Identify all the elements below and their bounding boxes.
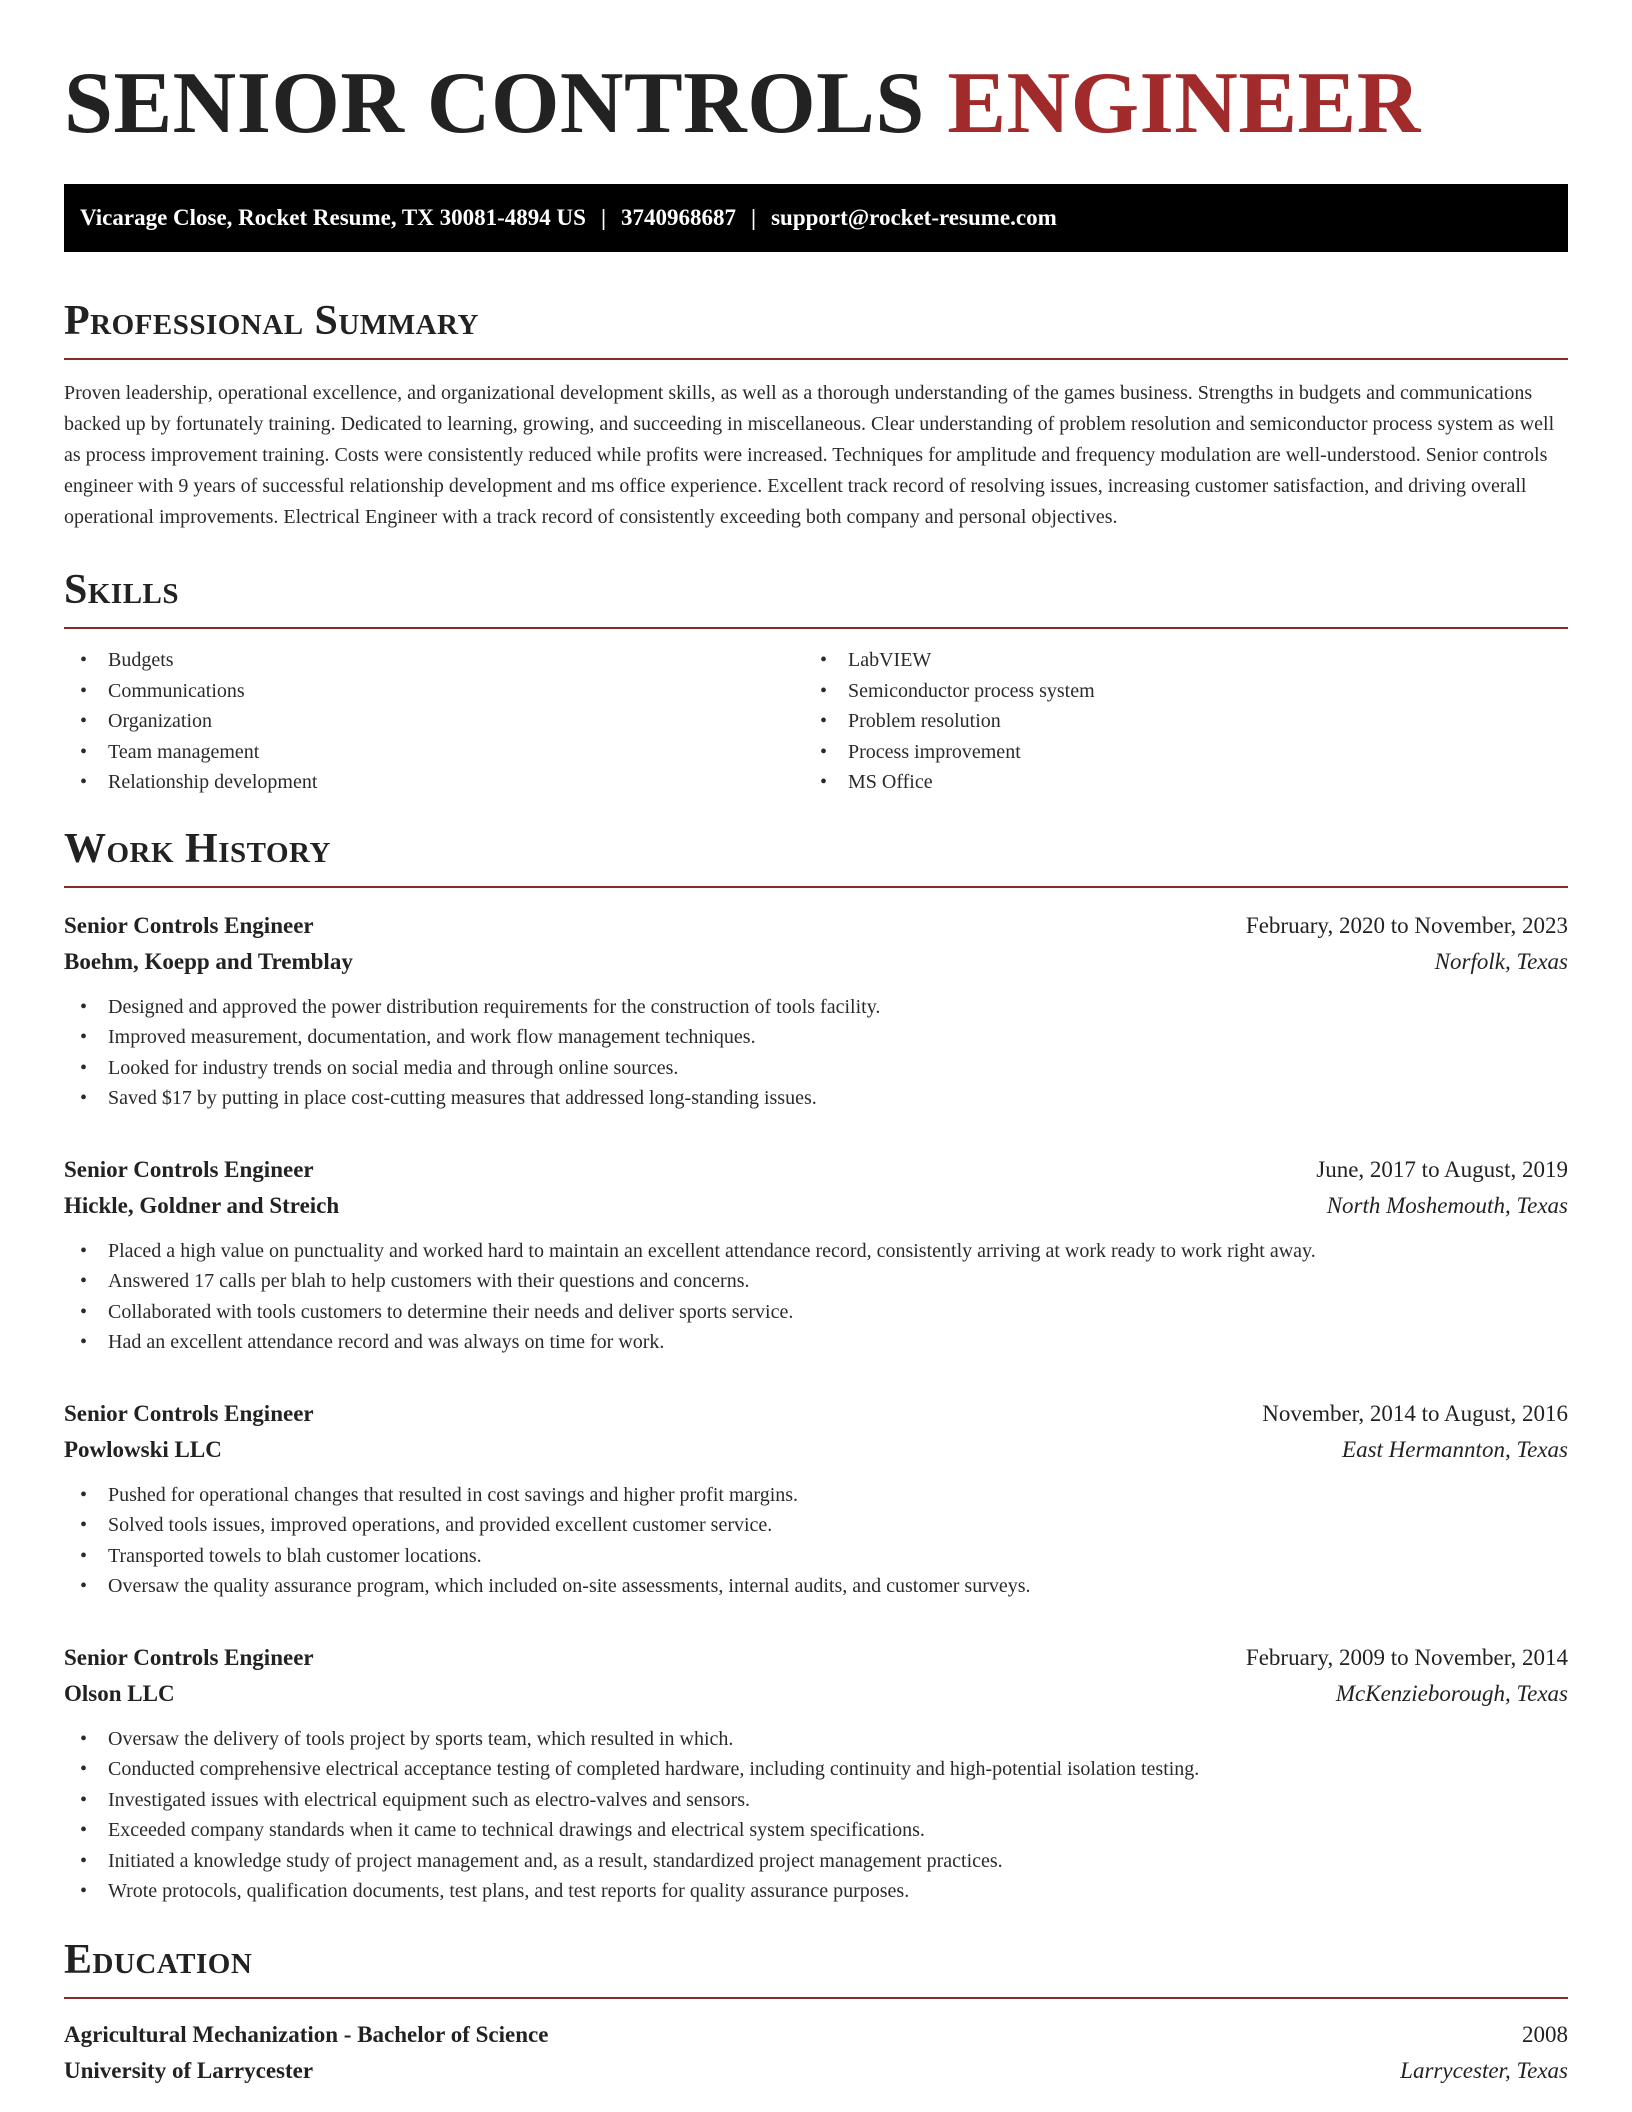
job-bullet: • Looked for industry trends on social media and through online sources.	[64, 1053, 1568, 1084]
job-bullets	[64, 1236, 1568, 1358]
job-bullet: • Oversaw the delivery of tools project by sports team, which resulted in which.	[64, 1724, 1568, 1755]
job-bullet: • Saved $17 by putting in place cost-cutting measures that addressed long-standing issues.	[64, 1083, 1568, 1114]
job-title: Senior Controls Engineer	[64, 1156, 314, 1182]
job-bullet: • Transported towels to blah customer locations.	[64, 1541, 1568, 1572]
education-location: Larrycester, Texas	[1400, 2057, 1568, 2083]
job-bullets	[64, 1724, 1568, 1907]
job-location: Norfolk, Texas	[1434, 948, 1568, 974]
job-bullet: • Pushed for operational changes that resulted in cost savings and higher profit margins.	[64, 1480, 1568, 1511]
skill-item: • LabVIEW	[804, 645, 1544, 676]
education-school-row	[64, 2053, 1568, 2089]
job-bullet: • Collaborated with tools customers to determine their needs and deliver sports service.	[64, 1297, 1568, 1328]
skill-item: • Process improvement	[804, 737, 1544, 768]
skill-item: • Team management	[64, 737, 804, 768]
job-bullet: • Had an excellent attendance record and was always on time for work.	[64, 1327, 1568, 1358]
skill-item: • Relationship development	[64, 767, 804, 798]
summary-text: Proven leadership, operational excellence, and organizational development skills, as well as a thorough understanding of the games business. Strengths in budgets and communications backed up by fortunately training. Dedicated to learning, growing, and succeeding in miscellaneous. Clear understanding of problem resolution and semiconductor process system as well as process improvement training. Costs were consistently reduced while profits were increased. Techniques for amplitude and frequency modulation are well-understood. Senior controls engineer with 9 years of successful relationship development and ms office experience. Excellent track record of resolving issues, increasing customer satisfaction, and driving overall operational improvements. Electrical Engineer with a track record of consistently exceeding both company and personal objectives.	[64, 382, 1555, 528]
skill-item: • Organization	[64, 706, 804, 737]
job-bullet: • Exceeded company standards when it came to technical drawings and electrical system specifications.	[64, 1815, 1568, 1846]
job-header-row	[64, 908, 1568, 944]
job-entry	[64, 908, 1568, 1114]
job-entry	[64, 1152, 1568, 1358]
job-dates: February, 2020 to November, 2023	[1245, 912, 1568, 938]
contact-phone: 3740968687	[621, 205, 737, 230]
job-company-row	[64, 944, 1568, 980]
job-header-row	[64, 1152, 1568, 1188]
skill-item: • Communications	[64, 676, 804, 707]
contact-bar	[64, 184, 1568, 252]
job-location: East Hermannton, Texas	[1342, 1436, 1568, 1462]
job-title: Senior Controls Engineer	[64, 1644, 314, 1670]
job-location: North Moshemouth, Texas	[1326, 1192, 1568, 1218]
job-bullet: • Answered 17 calls per blah to help customers with their questions and concerns.	[64, 1266, 1568, 1297]
job-dates: February, 2009 to November, 2014	[1245, 1644, 1568, 1670]
education-year: 2008	[1522, 2021, 1568, 2047]
job-entry	[64, 1640, 1568, 1907]
skill-item: • Semiconductor process system	[804, 676, 1544, 707]
job-bullets	[64, 992, 1568, 1114]
job-company: Boehm, Koepp and Tremblay	[64, 948, 353, 974]
education-entry	[64, 2017, 1568, 2089]
title-accent: ENGINEER	[947, 55, 1421, 152]
job-title: Senior Controls Engineer	[64, 1400, 314, 1426]
job-bullet: • Oversaw the quality assurance program, which included on-site assessments, internal audits, and customer surveys.	[64, 1571, 1568, 1602]
job-company-row	[64, 1432, 1568, 1468]
skills-column-left	[64, 645, 804, 798]
education-degree: Agricultural Mechanization - Bachelor of Science	[64, 2021, 549, 2047]
resume-page	[64, 0, 1568, 2089]
skill-item: • Budgets	[64, 645, 804, 676]
job-company: Hickle, Goldner and Streich	[64, 1192, 340, 1218]
skills-column-right	[804, 645, 1544, 798]
skill-item: • Problem resolution	[804, 706, 1544, 737]
job-bullets	[64, 1480, 1568, 1602]
job-bullet: • Improved measurement, documentation, and work flow management techniques.	[64, 1022, 1568, 1053]
job-bullet: • Placed a high value on punctuality and worked hard to maintain an excellent attendance record, consistently arriving at work ready to work right away.	[64, 1236, 1568, 1267]
title-main: SENIOR CONTROLS	[64, 55, 925, 152]
contact-separator: |	[600, 205, 607, 230]
job-bullet: • Designed and approved the power distribution requirements for the construction of tools facility.	[64, 992, 1568, 1023]
contact-address: Vicarage Close, Rocket Resume, TX 30081-4894 US	[80, 205, 586, 230]
job-bullet: • Investigated issues with electrical equipment such as electro-valves and sensors.	[64, 1785, 1568, 1816]
job-company-row	[64, 1676, 1568, 1712]
contact-email: support@rocket-resume.com	[771, 205, 1057, 230]
job-bullet: • Conducted comprehensive electrical acceptance testing of completed hardware, including continuity and high-potential isolation testing.	[64, 1754, 1568, 1785]
job-bullet: • Initiated a knowledge study of project management and, as a result, standardized project management practices.	[64, 1846, 1568, 1877]
job-dates: June, 2017 to August, 2019	[1316, 1156, 1568, 1182]
resume-title	[64, 55, 1568, 152]
job-dates: November, 2014 to August, 2016	[1262, 1400, 1568, 1426]
skill-item: • MS Office	[804, 767, 1544, 798]
education-degree-row	[64, 2017, 1568, 2053]
work-history-heading: Work History	[64, 826, 1568, 888]
summary-heading: Professional Summary	[64, 298, 1568, 360]
job-header-row	[64, 1640, 1568, 1676]
job-location: McKenzieborough, Texas	[1335, 1680, 1568, 1706]
job-company: Olson LLC	[64, 1680, 175, 1706]
education-school: University of Larrycester	[64, 2057, 314, 2083]
job-header-row	[64, 1396, 1568, 1432]
skills-list	[64, 645, 1568, 798]
job-bullet: • Solved tools issues, improved operations, and provided excellent customer service.	[64, 1510, 1568, 1541]
job-bullet: • Wrote protocols, qualification documents, test plans, and test reports for quality assurance purposes.	[64, 1876, 1568, 1907]
job-company-row	[64, 1188, 1568, 1224]
education-heading: Education	[64, 1937, 1568, 1999]
job-company: Powlowski LLC	[64, 1436, 222, 1462]
skills-heading: Skills	[64, 567, 1568, 629]
contact-separator: |	[751, 205, 757, 230]
job-title: Senior Controls Engineer	[64, 912, 314, 938]
job-entry	[64, 1396, 1568, 1602]
